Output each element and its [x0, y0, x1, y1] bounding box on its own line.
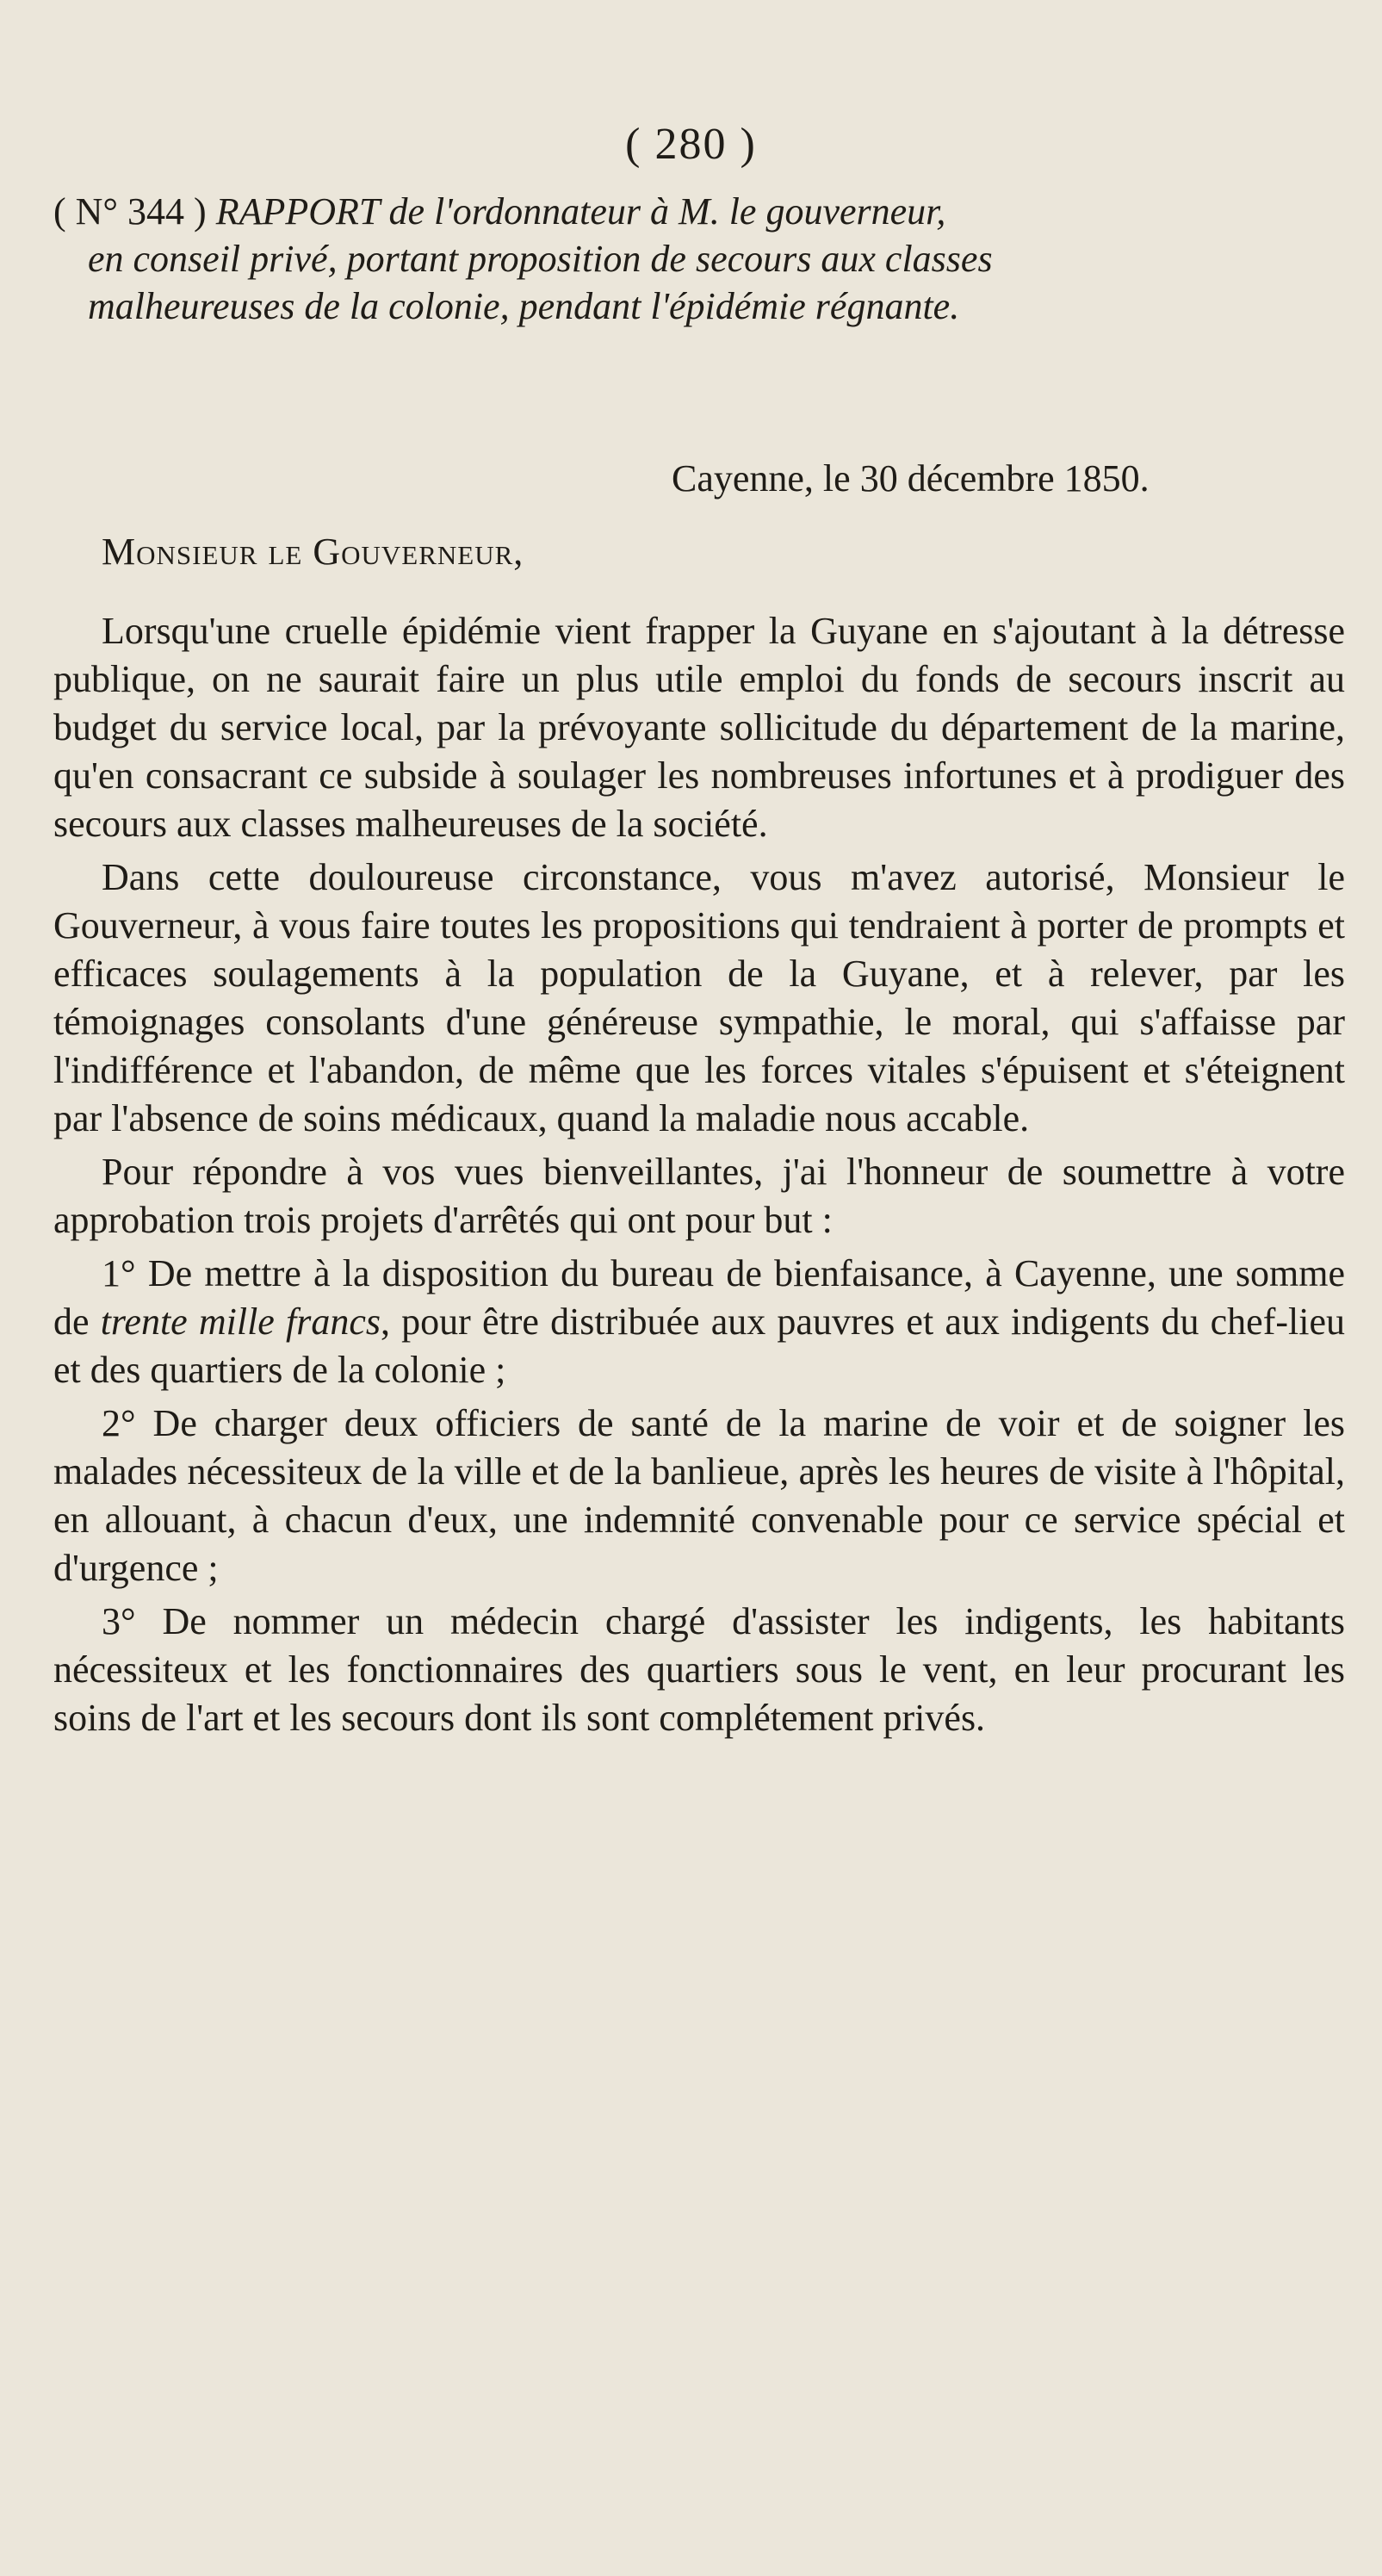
salutation: Monsieur le Gouverneur,: [102, 531, 524, 573]
list-item-text: 1° De mettre à la disposition du bureau de bienfaisance, à Cayenne, une somme de: [53, 1252, 1345, 1343]
paragraph: Dans cette douloureuse circonstance, vous m'avez autorisé, Monsieur le Gouverneur, à vous faire toutes les propositions qui tendraient à porter de prompts et efficaces soulagements à la population de la Guyane, et à relever, par les témoignages consolants d'une généreuse sympathie, le moral, qui s'affaisse par l'indifférence et l'abandon, de même que les forces vitales s'épuisent et s'éteignent par l'absence de soins médicaux, quand la maladie nous accable.: [53, 856, 1345, 1139]
list-item-text: , pour être distribuée aux pauvres et aux indigents du chef-lieu et des quartiers de la colonie ;: [53, 1300, 1345, 1391]
document-number: ( N° 344 ): [53, 190, 207, 233]
letter-body: [53, 607, 1345, 1742]
heading-title-line-1: RAPPORT de l'ordonnateur à M. le gouverneur,: [215, 190, 946, 233]
dateline: Cayenne, le 30 décembre 1850.: [672, 457, 1150, 500]
emphasized-amount: trente mille francs: [100, 1300, 381, 1343]
heading-title-line-3: malheureuses de la colonie, pendant l'épidémie régnante.: [88, 285, 960, 327]
page-number: ( 280 ): [625, 120, 757, 169]
list-item: 2° De charger deux officiers de santé de la marine de voir et de soigner les malades nécessiteux de la ville et de la banlieue, après les heures de visite à l'hôpital, en allouant, à chacun d'eux, une indemnité convenable pour ce service spécial et d'urgence ;: [53, 1402, 1345, 1589]
paragraph: Pour répondre à vos vues bienveillantes, j'ai l'honneur de soumettre à votre approbation trois projets d'arrêtés qui ont pour but :: [53, 1151, 1345, 1241]
list-item: 3° De nommer un médecin chargé d'assister les indigents, les habitants nécessiteux et les fonctionnaires des quartiers sous le vent, en leur procurant les soins de l'art et les secours dont ils sont complétement privés.: [53, 1600, 1345, 1739]
heading-title-line-2: en conseil privé, portant proposition de secours aux classes: [88, 238, 993, 280]
document-heading: [53, 188, 1319, 330]
list-item: [53, 1250, 1345, 1394]
paragraph: Lorsqu'une cruelle épidémie vient frapper la Guyane en s'ajoutant à la détresse publique, on ne saurait faire un plus utile emploi du fonds de secours inscrit au budget du service local, par la prévoyante sollicitude du département de la marine, qu'en consacrant ce subside à soulager les nombreuses infortunes et à prodiguer des secours aux classes malheureuses de la société.: [53, 610, 1345, 845]
